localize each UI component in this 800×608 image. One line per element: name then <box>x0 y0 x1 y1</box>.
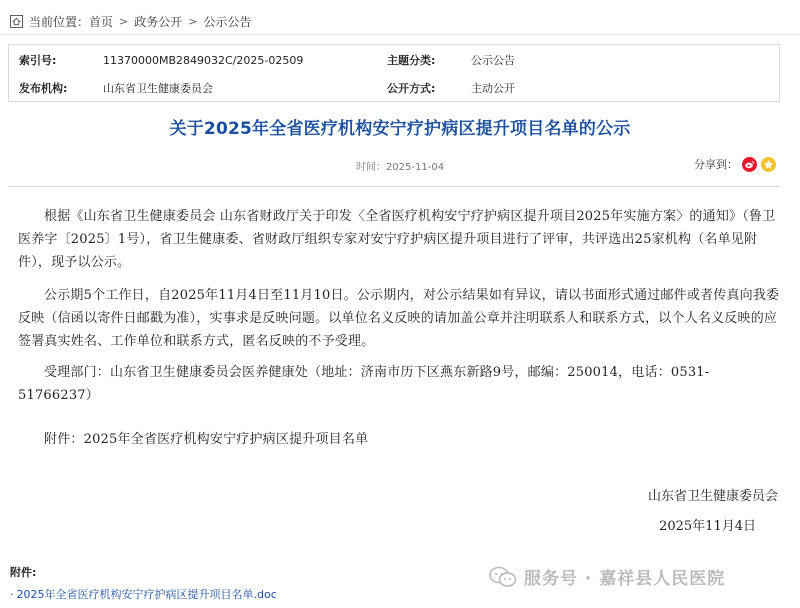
mode-value: 主动公开 <box>471 82 515 95</box>
time-value: 2025-11-04 <box>385 162 445 173</box>
org-value: 山东省卫生健康委员会 <box>103 82 213 95</box>
mode-label: 公开方式: <box>387 82 436 95</box>
index-value: 11370000MB2849032C/2025-02509 <box>103 53 304 67</box>
breadcrumb-separator: > <box>119 14 129 28</box>
paragraph-basis: 根据《山东省卫生健康委员会 山东省财政厅关于印发〈全省医疗机构安宁疗护病区提升项目2025年实施方案〉的通知》（鲁卫医养字〔2025〕1号），省卫生健康委、省财政厅组织专家对安宁疗护病区提升项目进行了评审，共评选出25家机构（名单见附件），现予以公示。 <box>18 209 776 270</box>
org-label: 发布机构: <box>19 82 68 95</box>
paragraph-period: 公示期5个工作日，自2025年11月4日至11月10日。公示期内，对公示结果如有异议，请以书面形式通过邮件或者传真向我委反映（信函以寄件日邮戳为准），实事求是反映问题。以单位名义反映的请加盖公章并注明联系人和联系方式，以个人名义反映的应签署真实姓名、工作单位和联系方式，匿名反映的不予受理。 <box>18 288 780 349</box>
qzone-share-icon[interactable] <box>761 157 776 172</box>
breadcrumb <box>10 10 252 32</box>
breadcrumb-home-link[interactable]: 首页 <box>89 14 114 29</box>
meta-row <box>9 74 779 102</box>
breadcrumb-label: 当前位置： <box>29 14 90 29</box>
paragraph-attachment: 附件：2025年全省医疗机构安宁疗护病区提升项目名单 <box>44 432 369 447</box>
breadcrumb-divider <box>0 34 800 35</box>
weibo-share-icon[interactable] <box>742 157 757 172</box>
meta-row <box>9 46 779 74</box>
watermark <box>488 564 725 589</box>
publish-time <box>0 158 800 173</box>
topic-label: 主题分类: <box>387 54 436 67</box>
share-label: 分享到： <box>694 158 738 171</box>
breadcrumb-gov-link[interactable]: 政务公开 <box>134 14 183 29</box>
breadcrumb-notice-link[interactable]: 公示公告 <box>203 14 252 29</box>
content-divider <box>8 186 780 187</box>
attachment-item <box>10 586 277 602</box>
watermark-text: 服务号 · 嘉祥县人民医院 <box>524 569 726 589</box>
wechat-icon <box>488 566 518 588</box>
meta-info-table <box>8 44 780 102</box>
home-icon <box>10 15 23 28</box>
share-bar <box>694 156 776 172</box>
breadcrumb-separator: > <box>188 14 198 28</box>
index-label: 索引号: <box>19 54 57 67</box>
signature-org: 山东省卫生健康委员会 <box>647 489 778 504</box>
topic-value: 公示公告 <box>471 54 515 67</box>
attachment-link[interactable]: 2025年全省医疗机构安宁疗护病区提升项目名单.doc <box>16 588 277 601</box>
article-title: 关于2025年全省医疗机构安宁疗护病区提升项目名单的公示 <box>169 119 631 139</box>
signature-date: 2025年11月4日 <box>659 519 756 534</box>
bullet-icon: · <box>10 588 14 601</box>
attachments-title: 附件: <box>10 566 37 579</box>
time-label: 时间： <box>355 162 386 173</box>
paragraph-contact: 受理部门：山东省卫生健康委员会医养健康处（地址：济南市历下区燕东新路9号，邮编：250014，电话：0531-51766237） <box>18 365 710 403</box>
